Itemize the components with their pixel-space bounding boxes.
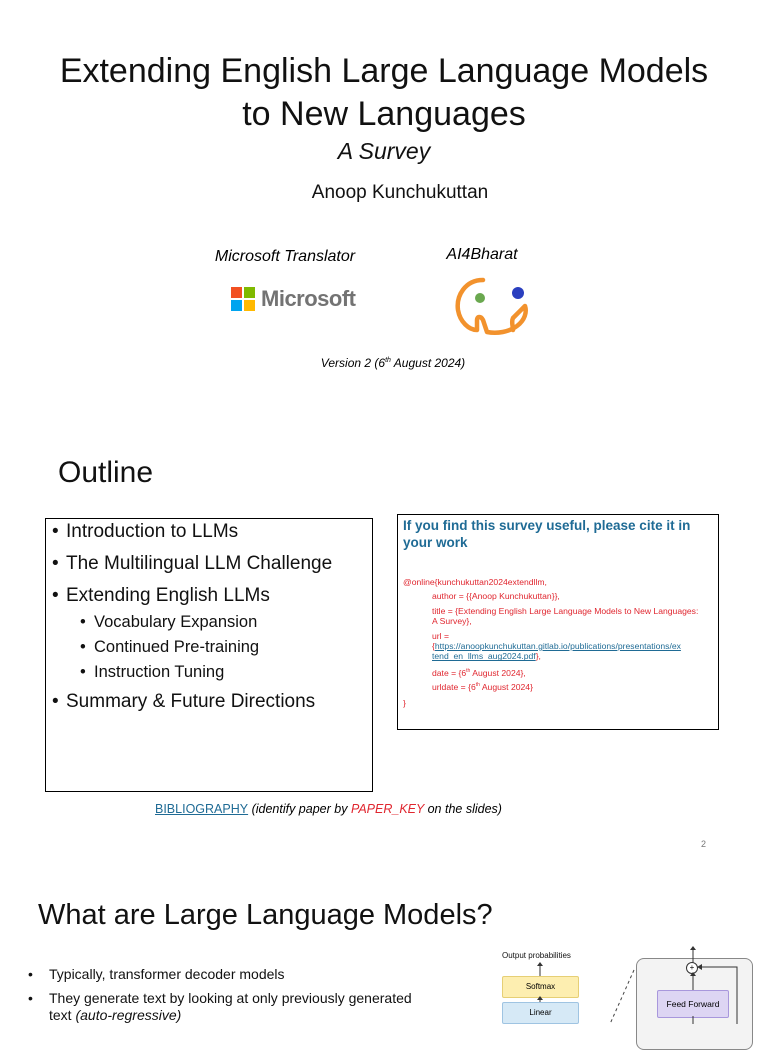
outline-heading: Outline [58, 456, 154, 489]
outline-subitem: • Continued Pre-training [80, 638, 260, 656]
bibliography-link[interactable]: BIBLIOGRAPHY [155, 802, 249, 816]
slide-title-line1: Extending English Large Language Models [59, 52, 709, 90]
outline-item: • Summary & Future Directions [52, 691, 316, 712]
llm-bullet: • They generate text by looking at only previously generated text (auto-regressive) [28, 990, 412, 1023]
citation-line: author = {{Anoop Kunchukuttan}}, [432, 591, 560, 601]
slide-title [20, 50, 748, 136]
bibliography-note: BIBLIOGRAPHY (identify paper by PAPER_KEY on the slides) [155, 802, 502, 816]
citation-box [397, 514, 719, 730]
llm-bullet: • Typically, transformer decoder models [28, 966, 285, 982]
paper-key: PAPER_KEY [350, 802, 425, 816]
outline-item: • The Multilingual LLM Challenge [52, 553, 333, 574]
org-microsoft-translator: Microsoft Translator [214, 248, 356, 265]
citation-urldate: urldate = {6th August 2024} [432, 681, 533, 692]
citation-url-link-cont[interactable]: tend_en_llms_aug2024.pdf [432, 651, 536, 662]
outline-list [45, 518, 373, 792]
linear-box: Linear [502, 1002, 579, 1024]
softmax-box: Softmax [502, 976, 579, 998]
author-name: Anoop Kunchukuttan [311, 182, 489, 203]
citation-date: date = {6th August 2024}, [432, 667, 526, 678]
citation-heading: If you find this survey useful, please cite it in your work [403, 518, 691, 550]
residual-add-icon: + [686, 962, 698, 974]
slide-subtitle: A Survey [337, 138, 431, 164]
citation-url-link[interactable]: https://anoopkunchukuttan.gitlab.io/publications/presentations/ex [434, 641, 681, 651]
page-number: 2 [701, 839, 707, 849]
citation-url-line: {https://anoopkunchukuttan.gitlab.io/publications/presentations/ex tend_en_llms_aug2024.pdf}, [432, 641, 681, 662]
outline-item: • Introduction to LLMs [52, 521, 239, 542]
arrow-up-icon [686, 972, 700, 990]
citation-line: } [403, 698, 406, 708]
outline-item: • Extending English LLMs [52, 585, 270, 606]
citation-line: title = {Extending English Large Language Models to New Languages: [432, 606, 699, 616]
feed-forward-box: Feed Forward [657, 990, 729, 1018]
citation-line: @online{kunchukuttan2024extendllm, [403, 577, 547, 587]
version-info: Version 2 (6th August 2024) [320, 356, 466, 370]
microsoft-grid-icon [231, 287, 255, 311]
dashed-connector [606, 968, 636, 1024]
llm-heading: What are Large Language Models? [38, 899, 493, 931]
outline-subitem: • Instruction Tuning [80, 663, 225, 681]
microsoft-logo [231, 286, 356, 312]
ai4bharat-elephant-icon [453, 276, 529, 343]
org-ai4bharat: AI4Bharat [446, 246, 518, 263]
slide-title-line2: to New Languages [242, 95, 526, 133]
citation-line: A Survey}, [432, 616, 472, 626]
outline-subitem: • Vocabulary Expansion [80, 613, 258, 631]
connector-line [686, 1016, 700, 1024]
microsoft-logo-text: Microsoft [261, 286, 356, 311]
arrow-up-icon [534, 962, 546, 976]
citation-line: url = [432, 631, 449, 641]
output-probabilities-label: Output probabilities [502, 951, 571, 960]
